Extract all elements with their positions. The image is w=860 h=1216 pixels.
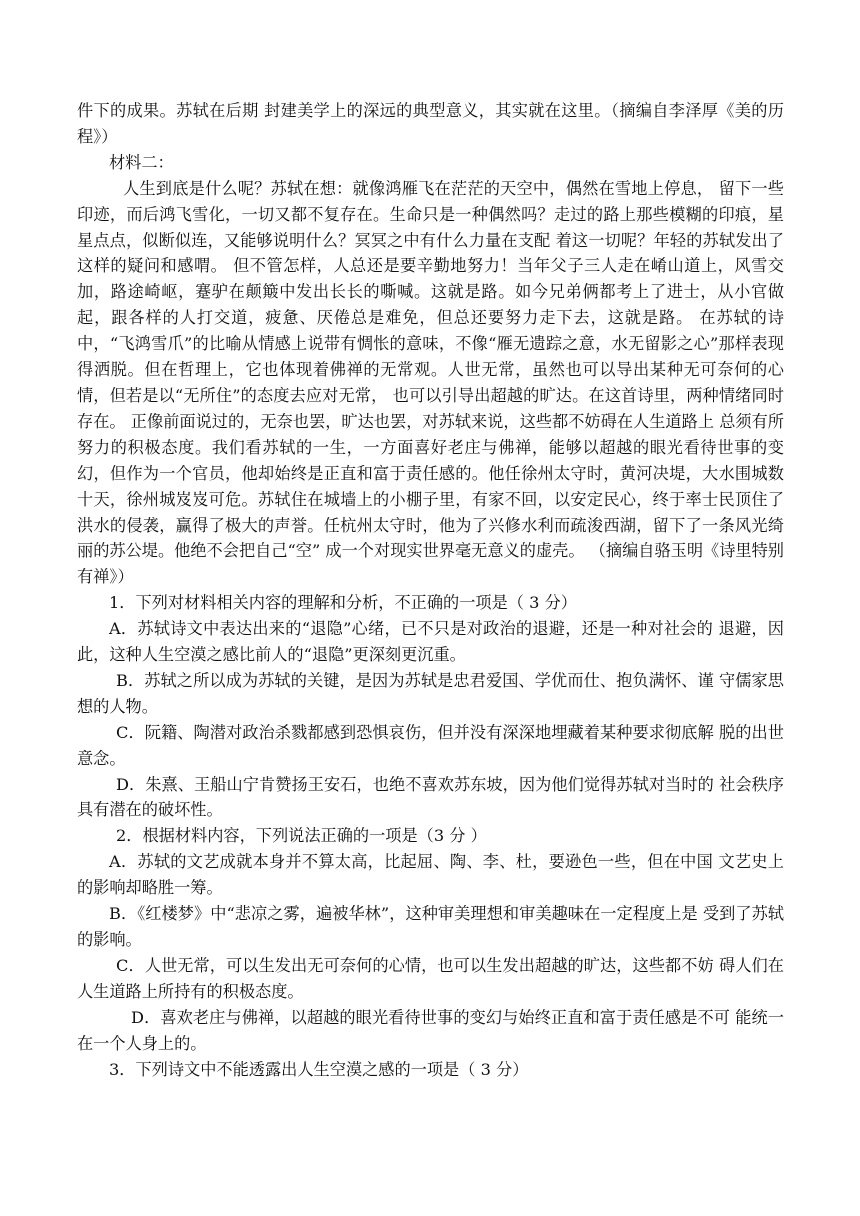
question-2-option-d: D．喜欢老庄与佛禅，以超越的眼光看待世事的变幻与始终正直和富于责任感是不可 能统一在一个人身上的。 xyxy=(77,1007,784,1053)
question-1-option-a: A．苏轼诗文中表达出来的“退隐”心绪，已不只是对政治的退避，还是一种对社会的 退避，因此，这种人生空漠之感比前人的“退隐”更深刻更沉重。 xyxy=(77,619,784,665)
question-1-option-d: D．朱熹、王船山宁肯赞扬王安石，也绝不喜欢苏东坡，因为他们觉得苏轼对当时的 社会秩序具有潜在的破坏性。 xyxy=(77,774,784,820)
paragraph-material-two-body: 人生到底是什么呢？苏轼在想：就像鸿雁飞在茫茫的天空中，偶然在雪地上停息， 留下一些印迹，而后鸿飞雪化，一切又都不复存在。生命只是一种偶然吗？走过的路上那些模糊的印痕，星星点点，似断似连，又能够说明什么？冥冥之中有什么力量在支配 着这一切呢？年轻的苏轼发出了这样的疑问和感喟。 但不管怎样，人总还是要辛勤地努力！当年父子三人走在崤山道上，风雪交加，路途崎岖，蹇驴在颠簸中发出长长的嘶喊。这就是路。如今兄弟俩都考上了进士，从小官做起，跟各样的人打交道，疲惫、厌倦总是难免，但总还要努力走下去，这就是路。 在苏轼的诗中，“飞鸿雪爪”的比喻从情感上说带有惆怅的意味，不像“雁无遗踪之意，水无留影之心”那样表现得洒脱。但在哲理上，它也体现着佛禅的无常观。人世无常，虽然也可以导出某种无可奈何的心情，但若是以“无所住”的态度去应对无常， 也可以引导出超越的旷达。在这首诗里，两种情绪同时存在。 正像前面说过的，无奈也罢，旷达也罢，对苏轼来说，这些都不妨碍在人生道路上 总须有所努力的积极态度。我们看苏轼的一生，一方面喜好老庄与佛禅，能够以超越的眼光看待世事的变幻，但作为一个官员，他却始终是正直和富于责任感的。他任徐州太守时，黄河决堤，大水围城数十天，徐州城岌岌可危。苏轼住在城墙上的小棚子里，有家不回，以安定民心，终于率士民顶住了洪水的侵袭，赢得了极大的声誉。任杭州太守时，他为了兴修水利而疏浚西湖，留下了一条风光绮丽的苏公堤。他绝不会把自己“空” 成一个对现实世界毫无意义的虚壳。 （摘编自骆玉明《诗里特别有禅》） xyxy=(77,178,784,587)
question-1-option-c: C．阮籍、陶潜对政治杀戮都感到恐惧哀伤，但并没有深深地埋藏着某种要求彻底解 脱的出世意念。 xyxy=(77,722,784,768)
question-3-stem: 3．下列诗文中不能透露出人生空漠之感的一项是（ 3 分） xyxy=(109,1059,529,1079)
paragraph-continuation: 件下的成果。苏轼在后期 封建美学上的深远的典型意义，其实就在这里。（摘编自李泽厚《美的历程》） xyxy=(77,101,784,146)
question-2-stem: 2．根据材料内容，下列说法正确的一项是（3 分 ） xyxy=(116,826,487,846)
question-2-option-a: A．苏轼的文艺成就本身并不算太高，比起屈、陶、李、杜，要逊色一些，但在中国 文艺史上的影响却略胜一筹。 xyxy=(77,852,784,898)
question-1-option-b: B．苏轼之所以成为苏轼的关键，是因为苏轼是忠君爱国、学优而仕、抱负满怀、谨 守儒家思想的人物。 xyxy=(77,670,784,716)
section-heading-material-two: 材料二： xyxy=(109,152,174,172)
question-2-option-b: B．《红楼梦》中“悲凉之雾，遍被华林”，这种审美理想和审美趣味在一定程度上是 受到了苏轼的影响。 xyxy=(77,904,784,949)
question-1-stem: 1．下列对材料相关内容的理解和分析，不正确的一项是（ 3 分） xyxy=(109,593,577,613)
question-2-option-c: C．人世无常，可以生发出无可奈何的心情，也可以生发出超越的旷达，这些都不妨 碍人们在人生道路上所持有的积极态度。 xyxy=(77,955,784,1001)
